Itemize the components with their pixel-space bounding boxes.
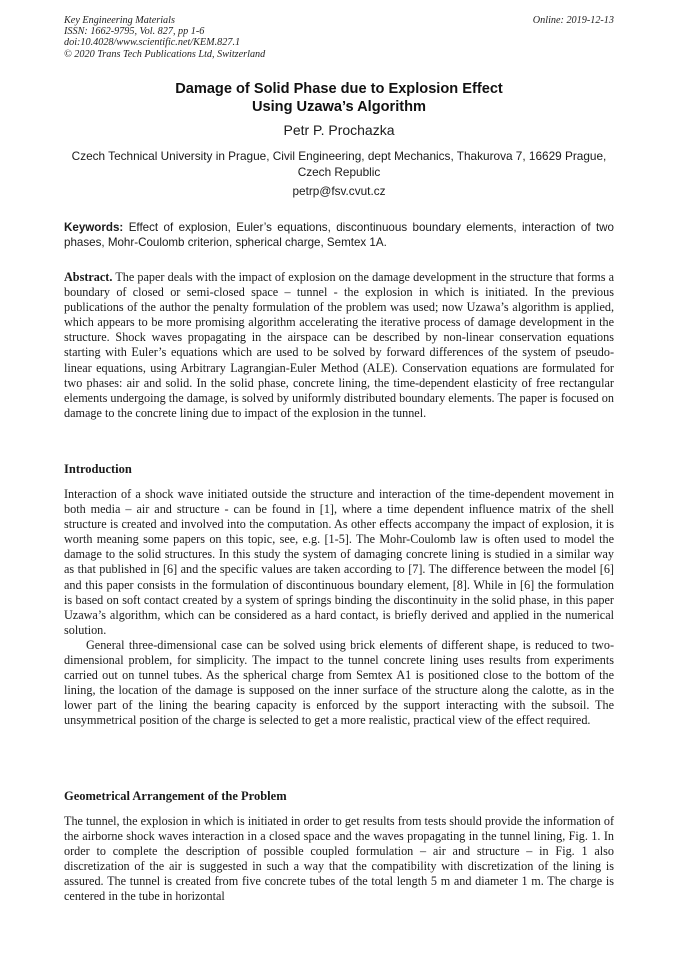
abstract-label: Abstract. [64, 270, 113, 284]
journal-header [64, 15, 614, 60]
intro-paragraph-2: General three-dimensional case can be solved using brick elements of different shape, is reduced to two-dimensional problem, for simplicity. The impact to the tunnel concrete lining uses results from experiments carried out on tunnel tubes. As the spherical charge from Semtex A1 is positioned close to the bottom of the lining, the location of the damage is supposed on the inner surface of the structure along the calotte, as in the lower part of the lining the bearing capacity is enforced by the support interacting with the subsoil. The unsymmetrical position of the charge is selected to get a more realistic, practical view of the effect required. [64, 637, 614, 728]
paper-title [40, 81, 638, 116]
keywords-text: Effect of explosion, Euler’s equations, discontinuous boundary elements, interaction of two phases, Mohr-Coulomb criterion, spherical charge, Semtex 1A. [64, 221, 614, 249]
geometry-paragraph-1: The tunnel, the explosion in which is initiated in order to get results from tests should provide the information of the airborne shock waves interaction in a closed space and the waves propagating in the tunnel lining, Fig. 1. In order to complete the description of possible coupled formulation – air and structure – in Fig. 1 also discretization of the air is suggested in such a way that the compatibility with discretization of the lining is assured. The tunnel is created from five concrete tubes of the total length 5 m and diameter 1 m. The charge is centered in the tube in horizontal [64, 814, 614, 904]
doi-line: doi:10.4028/www.scientific.net/KEM.827.1 [64, 37, 241, 49]
introduction-body [64, 487, 614, 729]
issn-line: ISSN: 1662-9795, Vol. 827, pp 1-6 [64, 26, 205, 38]
author-name: Petr P. Prochazka [283, 122, 395, 138]
geometry-heading: Geometrical Arrangement of the Problem [64, 789, 287, 803]
keywords-block [64, 220, 614, 250]
abstract-block [64, 270, 614, 421]
abstract-text: The paper deals with the impact of explosion on the damage development in the structure that forms a boundary of closed or semi-closed space – tunnel - the explosion in which is initiated. In the previous publications of the author the penalty formulation of the problem was used; now Uzawa’s algorithm is applied, which appears to be more promising algorithm accelerating the iterative process of damage development in the structure. Shock waves propagating in the airspace can be described by non-linear conservation equations starting with Euler’s equations which are used to be solved by forward differences of the system of pseudo-linear equations, using Arbitrary Lagrangian-Euler Method (ALE). Conservation equations are formulated for two phases: air and solid. In the solid phase, concrete lining, the time-dependent elasticity of free rectangular elements undergoing the damage, is solved by uniformly distributed boundary elements. The paper is focused on damage to the concrete lining due to impact of the explosion in the tunnel. [64, 270, 614, 420]
title-line-2: Using Uzawa’s Algorithm [251, 98, 427, 115]
journal-name: Key Engineering Materials [64, 15, 175, 26]
geometry-body [64, 814, 614, 905]
author-email: petrp@fsv.cvut.cz [292, 184, 386, 198]
copyright-line: © 2020 Trans Tech Publications Ltd, Switzerland [64, 48, 266, 60]
intro-paragraph-1: Interaction of a shock wave initiated outside the structure and interaction of the time-dependent movement in both media – air and structure - can be found in [1], where a time dependent influence matrix of the shell structure is created and involved into the computation. As other effects accompany the impact of explosion, it is worth meaning some papers on this topic, see, e.g. [1-5]. The Mohr-Coulomb law is often used to model the damage to the solid structures. In this study the system of damaging concrete lining is studied in a similar way as that published in [6] and the specific values are taken according to [7]. The difference between the model [6] and this paper consists in the formulation of discontinuous boundary element, [8]. While in [6] the formulation is based on soft contact created by a system of springs binding the discontinuity in the solid phase, in this paper Uzawa’s algorithm, which can be considered as a hard contact, is briefly derived and applied in the numerical solution. [64, 487, 614, 637]
affiliation: Czech Technical University in Prague, Civil Engineering, dept Mechanics, Thakurova 7, 16629 Prague, Czech Republic [71, 149, 607, 179]
introduction-heading: Introduction [64, 462, 132, 476]
keywords-label: Keywords: [64, 221, 124, 234]
title-line-1: Damage of Solid Phase due to Explosion Effect [175, 81, 503, 97]
online-date: Online: 2019-12-13 [532, 15, 614, 26]
